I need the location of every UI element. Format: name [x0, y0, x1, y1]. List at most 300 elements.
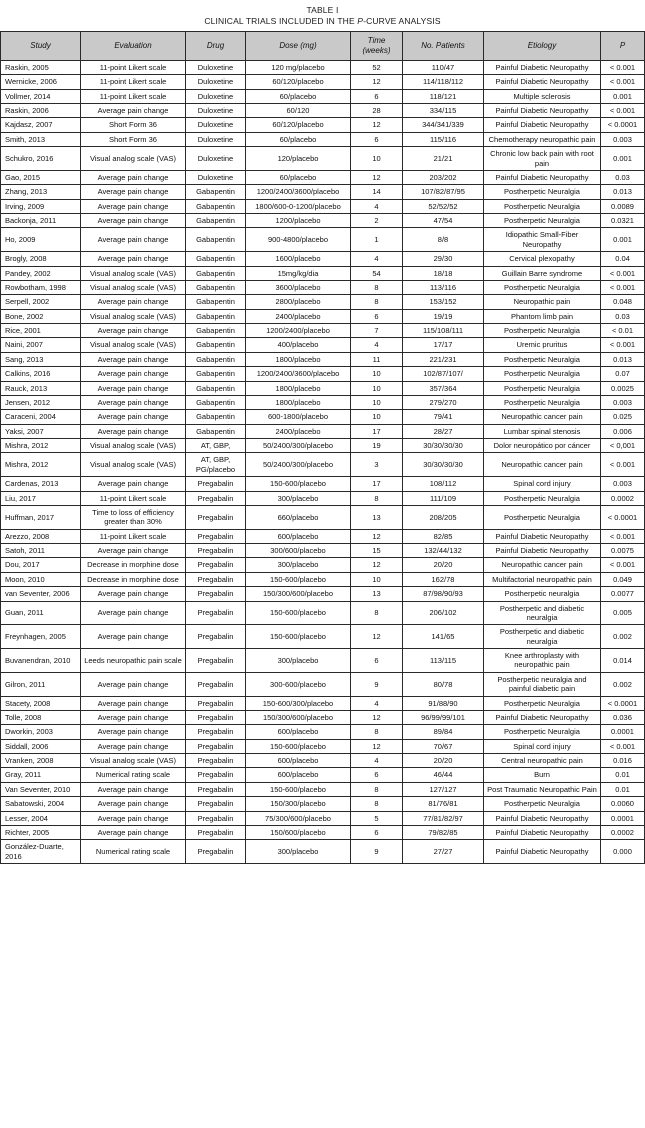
cell-time-weeks: 12: [351, 710, 403, 724]
cell-no-patients: 46/44: [403, 768, 484, 782]
cell-p-value: 0.016: [601, 754, 645, 768]
cell-p-value: < 0.0001: [601, 505, 645, 529]
cell-dose: 900-4800/placebo: [246, 228, 351, 252]
cell-time-weeks: 17: [351, 477, 403, 491]
cell-dose: 150-600/placebo: [246, 477, 351, 491]
cell-p-value: 0.000: [601, 840, 645, 864]
cell-time-weeks: 10: [351, 367, 403, 381]
cell-drug: Duloxetine: [186, 170, 246, 184]
cell-etiology: Postherpetic Neuralgia: [484, 185, 601, 199]
column-header-no-patients: No. Patients: [403, 31, 484, 60]
cell-time-weeks: 10: [351, 572, 403, 586]
table-row: [1, 477, 645, 491]
cell-no-patients: 27/27: [403, 840, 484, 864]
cell-no-patients: 102/87/107/: [403, 367, 484, 381]
cell-etiology: Multiple sclerosis: [484, 89, 601, 103]
cell-no-patients: 344/341/339: [403, 118, 484, 132]
cell-no-patients: 77/81/82/97: [403, 811, 484, 825]
cell-study: Moon, 2010: [1, 572, 81, 586]
cell-drug: Pregabalin: [186, 672, 246, 696]
cell-p-value: < 0.001: [601, 453, 645, 477]
cell-study: van Seventer, 2006: [1, 587, 81, 601]
cell-time-weeks: 4: [351, 754, 403, 768]
table-row: [1, 295, 645, 309]
cell-no-patients: 52/52/52: [403, 199, 484, 213]
cell-etiology: Uremic pruritus: [484, 338, 601, 352]
cell-dose: 1800/placebo: [246, 395, 351, 409]
cell-etiology: Postherpetic Neuralgia: [484, 395, 601, 409]
cell-p-value: < 0.001: [601, 60, 645, 74]
cell-dose: 60/placebo: [246, 170, 351, 184]
cell-time-weeks: 10: [351, 395, 403, 409]
table-row: [1, 572, 645, 586]
cell-evaluation: Average pain change: [81, 214, 186, 228]
cell-p-value: < 0.01: [601, 324, 645, 338]
cell-evaluation: Average pain change: [81, 672, 186, 696]
cell-p-value: 0.04: [601, 252, 645, 266]
clinical-trials-table: [0, 31, 645, 864]
cell-time-weeks: 12: [351, 739, 403, 753]
cell-drug: Gabapentin: [186, 228, 246, 252]
cell-evaluation: Average pain change: [81, 601, 186, 625]
cell-time-weeks: 8: [351, 295, 403, 309]
column-header-p-value: P: [601, 31, 645, 60]
cell-etiology: Postherpetic Neuralgia: [484, 352, 601, 366]
cell-time-weeks: 54: [351, 266, 403, 280]
cell-study: Freynhagen, 2005: [1, 625, 81, 649]
cell-drug: Gabapentin: [186, 266, 246, 280]
caption-suffix: -CURVE ANALYSIS: [363, 16, 441, 27]
cell-time-weeks: 10: [351, 147, 403, 171]
cell-etiology: Neuropathic pain: [484, 295, 601, 309]
cell-evaluation: Average pain change: [81, 104, 186, 118]
cell-p-value: < 0.001: [601, 75, 645, 89]
cell-etiology: Central neuropathic pain: [484, 754, 601, 768]
cell-dose: 300/placebo: [246, 649, 351, 673]
table-row: [1, 505, 645, 529]
cell-p-value: 0.013: [601, 185, 645, 199]
cell-evaluation: Short Form 36: [81, 118, 186, 132]
cell-drug: Pregabalin: [186, 754, 246, 768]
cell-no-patients: 17/17: [403, 338, 484, 352]
cell-dose: 600/placebo: [246, 768, 351, 782]
cell-time-weeks: 6: [351, 309, 403, 323]
cell-p-value: 0.0001: [601, 725, 645, 739]
cell-etiology: Postherpetic neuralgia and painful diabetic pain: [484, 672, 601, 696]
cell-evaluation: Short Form 36: [81, 132, 186, 146]
cell-etiology: Postherpetic Neuralgia: [484, 381, 601, 395]
cell-p-value: 0.025: [601, 410, 645, 424]
cell-drug: Duloxetine: [186, 75, 246, 89]
cell-time-weeks: 12: [351, 170, 403, 184]
cell-no-patients: 162/78: [403, 572, 484, 586]
table-row: [1, 252, 645, 266]
cell-etiology: Postherpetic Neuralgia: [484, 491, 601, 505]
cell-drug: Gabapentin: [186, 324, 246, 338]
cell-no-patients: 114/118/112: [403, 75, 484, 89]
cell-drug: Pregabalin: [186, 725, 246, 739]
table-row: [1, 199, 645, 213]
table-row: [1, 439, 645, 453]
table-row: [1, 132, 645, 146]
table-row: [1, 367, 645, 381]
cell-etiology: Neuropathic cancer pain: [484, 453, 601, 477]
cell-dose: 60/120/placebo: [246, 75, 351, 89]
cell-evaluation: Numerical rating scale: [81, 840, 186, 864]
cell-time-weeks: 4: [351, 252, 403, 266]
cell-etiology: Painful Diabetic Neuropathy: [484, 170, 601, 184]
cell-time-weeks: 9: [351, 672, 403, 696]
caption-prefix: CLINICAL TRIALS INCLUDED IN THE: [204, 16, 358, 27]
cell-p-value: 0.0089: [601, 199, 645, 213]
cell-no-patients: 30/30/30/30: [403, 453, 484, 477]
table-row: [1, 649, 645, 673]
cell-evaluation: Average pain change: [81, 477, 186, 491]
cell-no-patients: 8/8: [403, 228, 484, 252]
cell-no-patients: 70/67: [403, 739, 484, 753]
cell-no-patients: 20/20: [403, 558, 484, 572]
cell-etiology: Cervical plexopathy: [484, 252, 601, 266]
table-row: [1, 710, 645, 724]
cell-study: Sang, 2013: [1, 352, 81, 366]
table-row: [1, 381, 645, 395]
cell-dose: 1200/2400/3600/placebo: [246, 367, 351, 381]
table-row: [1, 587, 645, 601]
table-row: [1, 544, 645, 558]
cell-no-patients: 18/18: [403, 266, 484, 280]
cell-time-weeks: 4: [351, 338, 403, 352]
cell-evaluation: 11-point Likert scale: [81, 75, 186, 89]
cell-time-weeks: 6: [351, 825, 403, 839]
cell-dose: 1800/placebo: [246, 381, 351, 395]
table-row: [1, 672, 645, 696]
cell-dose: 2400/placebo: [246, 309, 351, 323]
cell-drug: Pregabalin: [186, 768, 246, 782]
cell-no-patients: 118/121: [403, 89, 484, 103]
cell-etiology: Chronic low back pain with root pain: [484, 147, 601, 171]
cell-drug: Gabapentin: [186, 309, 246, 323]
cell-no-patients: 82/85: [403, 529, 484, 543]
cell-dose: 1800/600-0-1200/placebo: [246, 199, 351, 213]
cell-evaluation: 11-point Likert scale: [81, 491, 186, 505]
cell-study: Sabatowski, 2004: [1, 797, 81, 811]
cell-study: Buvanendran, 2010: [1, 649, 81, 673]
cell-dose: 660/placebo: [246, 505, 351, 529]
cell-evaluation: Average pain change: [81, 410, 186, 424]
cell-study: Wernicke, 2006: [1, 75, 81, 89]
cell-etiology: Multifactorial neuropathic pain: [484, 572, 601, 586]
cell-evaluation: Average pain change: [81, 424, 186, 438]
cell-p-value: 0.014: [601, 649, 645, 673]
cell-no-patients: 20/20: [403, 754, 484, 768]
cell-evaluation: Average pain change: [81, 625, 186, 649]
cell-p-value: 0.07: [601, 367, 645, 381]
cell-etiology: Postherpetic Neuralgia: [484, 367, 601, 381]
column-header-study: Study: [1, 31, 81, 60]
cell-evaluation: Average pain change: [81, 295, 186, 309]
cell-evaluation: Average pain change: [81, 797, 186, 811]
cell-drug: Duloxetine: [186, 132, 246, 146]
cell-drug: Gabapentin: [186, 214, 246, 228]
cell-study: Rauck, 2013: [1, 381, 81, 395]
cell-drug: Pregabalin: [186, 572, 246, 586]
cell-dose: 60/120/placebo: [246, 118, 351, 132]
cell-etiology: Chemotherapy neuropathic pain: [484, 132, 601, 146]
cell-study: Yaksi, 2007: [1, 424, 81, 438]
table-number: TABLE I: [306, 5, 339, 15]
cell-p-value: 0.01: [601, 782, 645, 796]
cell-evaluation: Visual analog scale (VAS): [81, 280, 186, 294]
table-row: [1, 768, 645, 782]
cell-p-value: 0.0077: [601, 587, 645, 601]
cell-dose: 150-600/300/placebo: [246, 696, 351, 710]
cell-study: Zhang, 2013: [1, 185, 81, 199]
cell-etiology: Painful Diabetic Neuropathy: [484, 104, 601, 118]
cell-study: Stacety, 2008: [1, 696, 81, 710]
cell-no-patients: 334/115: [403, 104, 484, 118]
cell-drug: Pregabalin: [186, 825, 246, 839]
cell-drug: Duloxetine: [186, 60, 246, 74]
cell-drug: Pregabalin: [186, 601, 246, 625]
cell-drug: Gabapentin: [186, 185, 246, 199]
cell-dose: 50/2400/300/placebo: [246, 453, 351, 477]
table-row: [1, 395, 645, 409]
cell-dose: 1200/placebo: [246, 214, 351, 228]
table-row: [1, 147, 645, 171]
cell-evaluation: Average pain change: [81, 710, 186, 724]
cell-time-weeks: 10: [351, 410, 403, 424]
cell-evaluation: Average pain change: [81, 587, 186, 601]
cell-etiology: Postherpetic Neuralgia: [484, 797, 601, 811]
cell-no-patients: 357/364: [403, 381, 484, 395]
cell-no-patients: 21/21: [403, 147, 484, 171]
cell-no-patients: 81/76/81: [403, 797, 484, 811]
cell-drug: Gabapentin: [186, 352, 246, 366]
table-row: [1, 754, 645, 768]
cell-drug: Duloxetine: [186, 104, 246, 118]
cell-evaluation: Decrease in morphine dose: [81, 558, 186, 572]
cell-time-weeks: 11: [351, 352, 403, 366]
cell-time-weeks: 10: [351, 381, 403, 395]
cell-p-value: < 0.001: [601, 280, 645, 294]
cell-p-value: < 0.001: [601, 338, 645, 352]
cell-etiology: Postherpetic neuralgia: [484, 587, 601, 601]
table-row: [1, 410, 645, 424]
cell-drug: Gabapentin: [186, 424, 246, 438]
cell-drug: Gabapentin: [186, 199, 246, 213]
table-row: [1, 725, 645, 739]
cell-etiology: Postherpetic Neuralgia: [484, 505, 601, 529]
cell-evaluation: 11-point Likert scale: [81, 60, 186, 74]
cell-time-weeks: 8: [351, 491, 403, 505]
cell-evaluation: Average pain change: [81, 170, 186, 184]
table-row: [1, 529, 645, 543]
table-row: [1, 214, 645, 228]
cell-no-patients: 132/44/132: [403, 544, 484, 558]
cell-study: Bone, 2002: [1, 309, 81, 323]
cell-drug: Gabapentin: [186, 280, 246, 294]
cell-study: González-Duarte, 2016: [1, 840, 81, 864]
cell-study: Raskin, 2005: [1, 60, 81, 74]
cell-evaluation: 11-point Likert scale: [81, 529, 186, 543]
table-row: [1, 739, 645, 753]
cell-time-weeks: 6: [351, 768, 403, 782]
cell-study: Dworkin, 2003: [1, 725, 81, 739]
cell-study: Liu, 2017: [1, 491, 81, 505]
cell-time-weeks: 8: [351, 601, 403, 625]
cell-no-patients: 208/205: [403, 505, 484, 529]
cell-etiology: Spinal cord injury: [484, 739, 601, 753]
cell-p-value: < 0.0001: [601, 696, 645, 710]
cell-evaluation: 11-point Likert scale: [81, 89, 186, 103]
cell-etiology: Painful Diabetic Neuropathy: [484, 544, 601, 558]
cell-drug: Pregabalin: [186, 477, 246, 491]
cell-dose: 60/120: [246, 104, 351, 118]
table-row: [1, 825, 645, 839]
cell-p-value: 0.01: [601, 768, 645, 782]
cell-evaluation: Visual analog scale (VAS): [81, 453, 186, 477]
table-row: [1, 75, 645, 89]
cell-drug: Pregabalin: [186, 811, 246, 825]
cell-etiology: Knee arthroplasty with neuropathic pain: [484, 649, 601, 673]
cell-drug: Gabapentin: [186, 381, 246, 395]
cell-study: Rice, 2001: [1, 324, 81, 338]
cell-dose: 1200/2400/placebo: [246, 324, 351, 338]
cell-dose: 75/300/600/placebo: [246, 811, 351, 825]
cell-p-value: < 0.0001: [601, 118, 645, 132]
cell-drug: Pregabalin: [186, 739, 246, 753]
cell-evaluation: Average pain change: [81, 199, 186, 213]
cell-evaluation: Average pain change: [81, 185, 186, 199]
cell-study: Dou, 2017: [1, 558, 81, 572]
cell-p-value: 0.001: [601, 89, 645, 103]
cell-dose: 300/600/placebo: [246, 544, 351, 558]
cell-study: Mishra, 2012: [1, 439, 81, 453]
table-header: [1, 31, 645, 60]
cell-evaluation: Average pain change: [81, 739, 186, 753]
cell-no-patients: 108/112: [403, 477, 484, 491]
cell-time-weeks: 17: [351, 424, 403, 438]
cell-time-weeks: 28: [351, 104, 403, 118]
cell-no-patients: 221/231: [403, 352, 484, 366]
cell-study: Calkins, 2016: [1, 367, 81, 381]
cell-etiology: Postherpetic Neuralgia: [484, 280, 601, 294]
cell-time-weeks: 13: [351, 587, 403, 601]
cell-etiology: Postherpetic and diabetic neuralgia: [484, 625, 601, 649]
cell-no-patients: 79/41: [403, 410, 484, 424]
cell-no-patients: 110/47: [403, 60, 484, 74]
column-header-etiology: Etiology: [484, 31, 601, 60]
table-row: [1, 118, 645, 132]
cell-no-patients: 87/98/90/93: [403, 587, 484, 601]
cell-study: Gao, 2015: [1, 170, 81, 184]
cell-p-value: 0.03: [601, 309, 645, 323]
cell-drug: Gabapentin: [186, 252, 246, 266]
cell-dose: 3600/placebo: [246, 280, 351, 294]
cell-p-value: 0.0001: [601, 811, 645, 825]
cell-p-value: 0.001: [601, 228, 645, 252]
cell-evaluation: Average pain change: [81, 811, 186, 825]
table-row: [1, 625, 645, 649]
cell-time-weeks: 8: [351, 797, 403, 811]
cell-p-value: 0.0321: [601, 214, 645, 228]
cell-drug: Duloxetine: [186, 118, 246, 132]
cell-time-weeks: 8: [351, 782, 403, 796]
cell-dose: 150/600/placebo: [246, 825, 351, 839]
cell-study: Irving, 2009: [1, 199, 81, 213]
cell-etiology: Painful Diabetic Neuropathy: [484, 118, 601, 132]
cell-no-patients: 79/82/85: [403, 825, 484, 839]
cell-p-value: 0.0060: [601, 797, 645, 811]
cell-time-weeks: 12: [351, 625, 403, 649]
cell-drug: Pregabalin: [186, 696, 246, 710]
cell-evaluation: Average pain change: [81, 324, 186, 338]
cell-time-weeks: 6: [351, 132, 403, 146]
cell-dose: 300-600/placebo: [246, 672, 351, 696]
column-header-time-weeks: Time (weeks): [351, 31, 403, 60]
cell-study: Jensen, 2012: [1, 395, 81, 409]
cell-no-patients: 127/127: [403, 782, 484, 796]
cell-no-patients: 47/54: [403, 214, 484, 228]
cell-p-value: 0.001: [601, 147, 645, 171]
column-header-drug: Drug: [186, 31, 246, 60]
cell-p-value: 0.003: [601, 395, 645, 409]
table-row: [1, 782, 645, 796]
cell-dose: 2400/placebo: [246, 424, 351, 438]
table-row: [1, 338, 645, 352]
table-title: [0, 0, 645, 28]
cell-drug: Pregabalin: [186, 710, 246, 724]
cell-dose: 150/300/600/placebo: [246, 710, 351, 724]
cell-study: Mishra, 2012: [1, 453, 81, 477]
cell-etiology: Idiopathic Small-Fiber Neuropathy: [484, 228, 601, 252]
table-row: [1, 89, 645, 103]
cell-etiology: Postherpetic Neuralgia: [484, 324, 601, 338]
cell-p-value: 0.0075: [601, 544, 645, 558]
cell-drug: Pregabalin: [186, 587, 246, 601]
cell-p-value: 0.049: [601, 572, 645, 586]
cell-evaluation: Visual analog scale (VAS): [81, 754, 186, 768]
table-row: [1, 696, 645, 710]
cell-evaluation: Numerical rating scale: [81, 768, 186, 782]
cell-study: Cardenas, 2013: [1, 477, 81, 491]
cell-p-value: < 0.001: [601, 558, 645, 572]
cell-etiology: Postherpetic and diabetic neuralgia: [484, 601, 601, 625]
cell-no-patients: 30/30/30/30: [403, 439, 484, 453]
cell-evaluation: Average pain change: [81, 381, 186, 395]
cell-dose: 1200/2400/3600/placebo: [246, 185, 351, 199]
cell-time-weeks: 14: [351, 185, 403, 199]
cell-evaluation: Visual analog scale (VAS): [81, 338, 186, 352]
cell-no-patients: 115/108/111: [403, 324, 484, 338]
cell-time-weeks: 12: [351, 75, 403, 89]
cell-study: Schukro, 2016: [1, 147, 81, 171]
header-row: [1, 31, 645, 60]
cell-study: Lesser, 2004: [1, 811, 81, 825]
cell-evaluation: Average pain change: [81, 395, 186, 409]
cell-p-value: < 0.001: [601, 739, 645, 753]
cell-study: Gray, 2011: [1, 768, 81, 782]
column-header-dose: Dose (mg): [246, 31, 351, 60]
cell-evaluation: Average pain change: [81, 725, 186, 739]
cell-drug: Pregabalin: [186, 625, 246, 649]
cell-study: Ho, 2009: [1, 228, 81, 252]
cell-time-weeks: 52: [351, 60, 403, 74]
caption-italic-p: P: [357, 16, 364, 27]
cell-dose: 1800/placebo: [246, 352, 351, 366]
cell-dose: 600-1800/placebo: [246, 410, 351, 424]
cell-dose: 150-600/placebo: [246, 782, 351, 796]
